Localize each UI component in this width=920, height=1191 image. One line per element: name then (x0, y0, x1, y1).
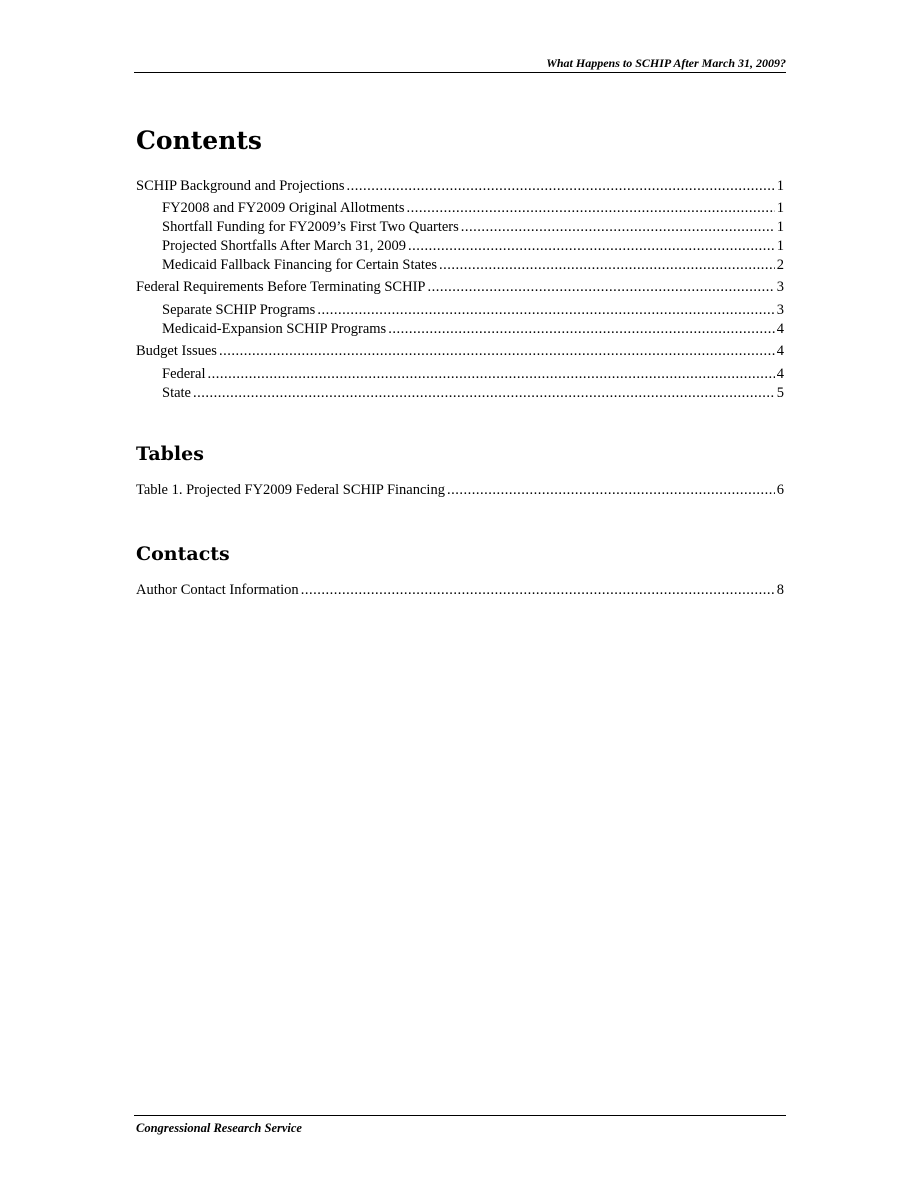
contents-heading: Contents (136, 126, 263, 155)
toc-entry-title: Projected Shortfalls After March 31, 2009 (162, 238, 407, 254)
toc-entry-title: Medicaid-Expansion SCHIP Programs (162, 321, 387, 337)
dot-leader (347, 177, 775, 195)
dot-leader (301, 581, 775, 599)
dot-leader (427, 278, 774, 296)
dot-leader (439, 256, 775, 274)
toc-entry-page: 1 (776, 238, 784, 254)
toc-entry-title: Federal (162, 366, 206, 382)
toc-entry-page: 1 (776, 200, 784, 216)
dot-leader (317, 301, 774, 319)
dot-leader (207, 365, 774, 383)
toc-entry[interactable] (162, 199, 784, 217)
toc-entry-page: 2 (776, 257, 784, 273)
toc-entry-title: Shortfall Funding for FY2009’s First Two Quarters (162, 219, 459, 235)
dot-leader (193, 384, 775, 402)
toc-entry-page: 4 (776, 321, 784, 337)
toc-entry[interactable] (162, 301, 784, 319)
toc-entry-title: Medicaid Fallback Financing for Certain States (162, 257, 438, 273)
toc-entry[interactable] (136, 342, 784, 360)
toc-entry[interactable] (162, 320, 784, 338)
toc-entry[interactable] (162, 365, 784, 383)
toc-entry-page: 1 (776, 219, 784, 235)
toc-entry-title: Budget Issues (136, 343, 217, 359)
running-header: What Happens to SCHIP After March 31, 2009? (546, 56, 786, 70)
footer-text: Congressional Research Service (136, 1121, 302, 1135)
toc-entry-page: 4 (776, 366, 784, 382)
toc-entry[interactable] (162, 256, 784, 274)
toc-entry-page: 5 (776, 385, 784, 401)
dot-leader (219, 342, 775, 360)
toc-entry[interactable] (136, 278, 784, 296)
header-rule (134, 72, 786, 73)
dot-leader (447, 481, 775, 499)
toc-entry-page: 4 (776, 343, 784, 359)
toc-entry-page: 1 (776, 178, 784, 194)
toc-entry-page: 3 (776, 302, 784, 318)
dot-leader (388, 320, 775, 338)
toc-entry[interactable] (136, 177, 784, 195)
toc-entry[interactable] (162, 384, 784, 402)
toc-entry-title: Separate SCHIP Programs (162, 302, 316, 318)
toc-entry-page: 6 (776, 482, 784, 498)
toc-entry[interactable] (162, 237, 784, 255)
toc-entry-title: SCHIP Background and Projections (136, 178, 345, 194)
toc-entry[interactable] (136, 581, 784, 599)
toc-entry-title: Table 1. Projected FY2009 Federal SCHIP Financing (136, 482, 445, 498)
toc-entry-title: Author Contact Information (136, 582, 299, 598)
tables-heading: Tables (136, 443, 204, 465)
toc-entry[interactable] (162, 218, 784, 236)
toc-entry-page: 8 (776, 582, 784, 598)
toc-entry-title: Federal Requirements Before Terminating SCHIP (136, 279, 426, 295)
footer-rule (134, 1115, 786, 1116)
toc-entry[interactable] (136, 481, 784, 499)
dot-leader (461, 218, 775, 236)
toc-entry-title: State (162, 385, 191, 401)
toc-entry-page: 3 (776, 279, 784, 295)
toc-entry-title: FY2008 and FY2009 Original Allotments (162, 200, 405, 216)
dot-leader (406, 199, 774, 217)
contacts-heading: Contacts (136, 543, 230, 565)
dot-leader (408, 237, 775, 255)
